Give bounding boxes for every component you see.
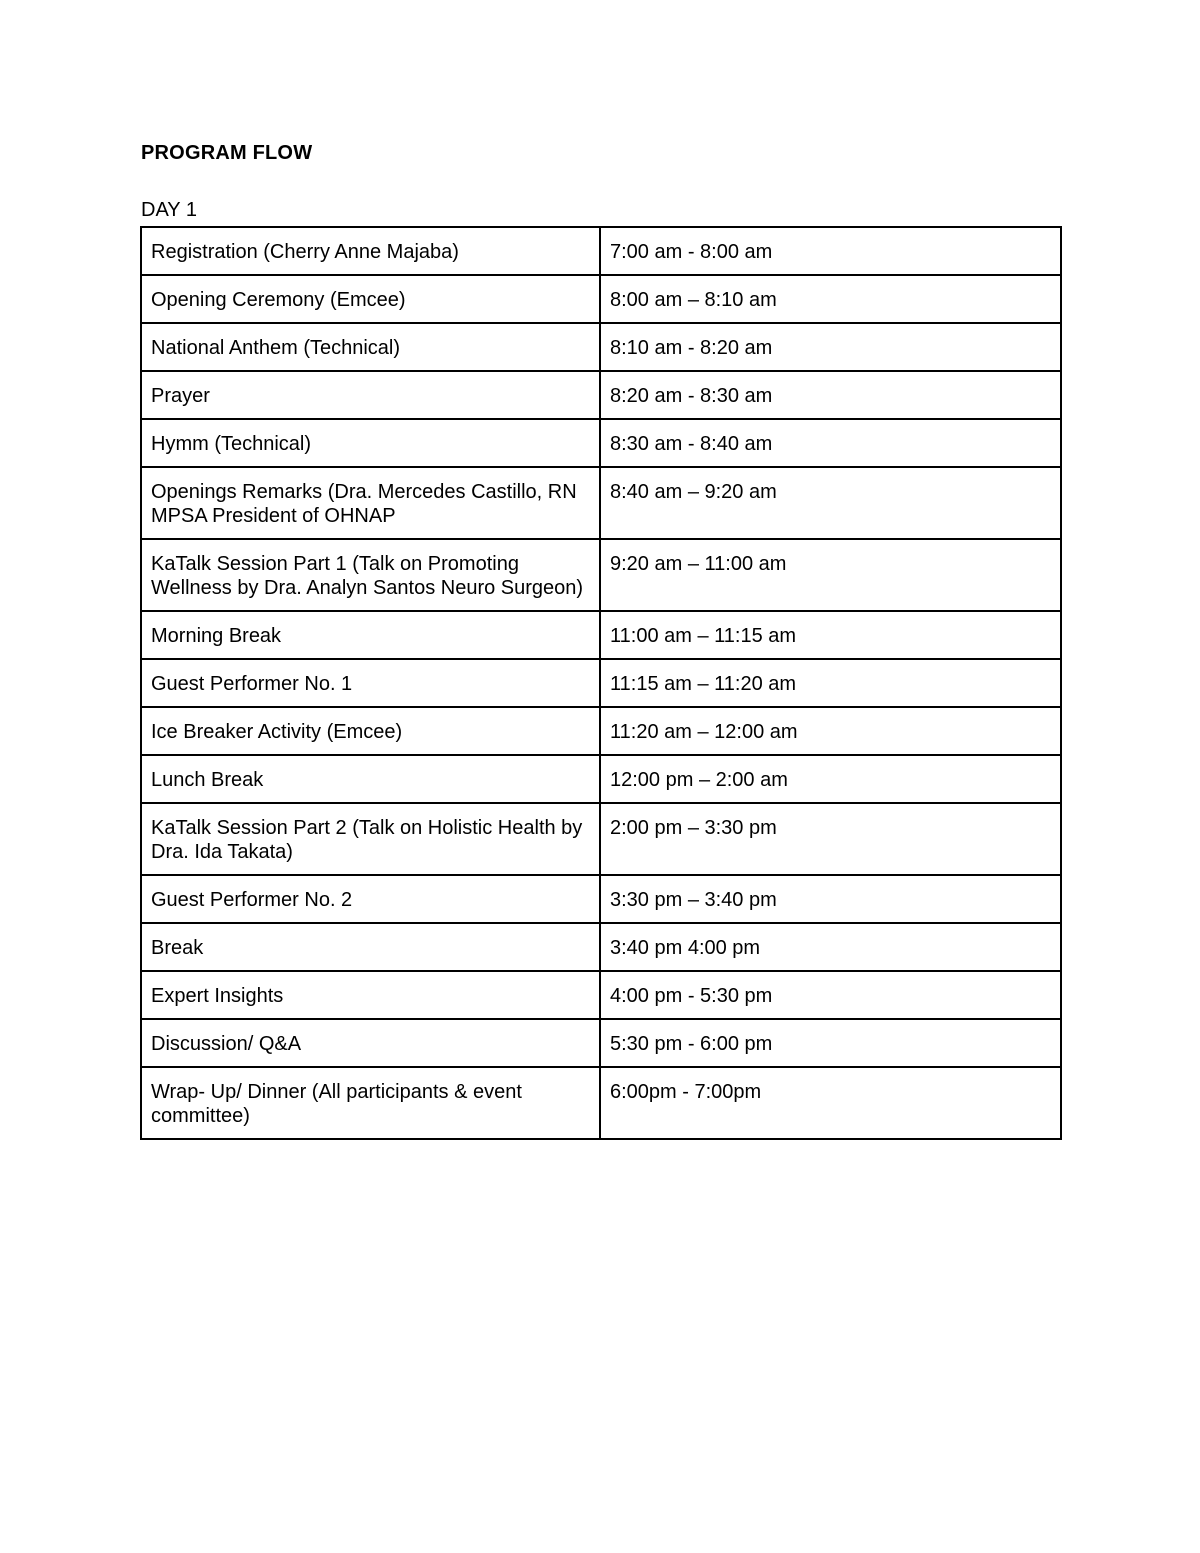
- time-cell: 9:20 am – 11:00 am: [600, 539, 1061, 611]
- activity-cell: Registration (Cherry Anne Majaba): [141, 227, 600, 275]
- activity-cell: Break: [141, 923, 600, 971]
- table-row: [141, 467, 1061, 539]
- time-cell: 8:10 am - 8:20 am: [600, 323, 1061, 371]
- time-cell: 3:30 pm – 3:40 pm: [600, 875, 1061, 923]
- table-row: [141, 755, 1061, 803]
- activity-cell: Hymm (Technical): [141, 419, 600, 467]
- time-cell: 11:20 am – 12:00 am: [600, 707, 1061, 755]
- table-row: [141, 707, 1061, 755]
- time-cell: 8:40 am – 9:20 am: [600, 467, 1061, 539]
- time-cell: 3:40 pm 4:00 pm: [600, 923, 1061, 971]
- table-row: [141, 419, 1061, 467]
- time-cell: 8:00 am – 8:10 am: [600, 275, 1061, 323]
- time-cell: 7:00 am - 8:00 am: [600, 227, 1061, 275]
- time-cell: 12:00 pm – 2:00 am: [600, 755, 1061, 803]
- activity-cell: Discussion/ Q&A: [141, 1019, 600, 1067]
- table-row: [141, 611, 1061, 659]
- activity-cell: National Anthem (Technical): [141, 323, 600, 371]
- table-row: [141, 227, 1061, 275]
- activity-cell: Guest Performer No. 2: [141, 875, 600, 923]
- time-cell: 8:30 am - 8:40 am: [600, 419, 1061, 467]
- activity-cell: Wrap- Up/ Dinner (All participants & event committee): [141, 1067, 600, 1139]
- table-row: [141, 923, 1061, 971]
- time-cell: 2:00 pm – 3:30 pm: [600, 803, 1061, 875]
- day-label: DAY 1: [141, 199, 197, 221]
- table-row: [141, 371, 1061, 419]
- table-row: [141, 875, 1061, 923]
- table-row: [141, 1019, 1061, 1067]
- page-title: PROGRAM FLOW: [141, 142, 313, 164]
- activity-cell: Opening Ceremony (Emcee): [141, 275, 600, 323]
- activity-cell: Guest Performer No. 1: [141, 659, 600, 707]
- time-cell: 5:30 pm - 6:00 pm: [600, 1019, 1061, 1067]
- activity-cell: Expert Insights: [141, 971, 600, 1019]
- table-row: [141, 275, 1061, 323]
- time-cell: 11:15 am – 11:20 am: [600, 659, 1061, 707]
- time-cell: 11:00 am – 11:15 am: [600, 611, 1061, 659]
- activity-cell: KaTalk Session Part 1 (Talk on Promoting Wellness by Dra. Analyn Santos Neuro Surgeon): [141, 539, 600, 611]
- table-row: [141, 659, 1061, 707]
- activity-cell: Morning Break: [141, 611, 600, 659]
- table-row: [141, 803, 1061, 875]
- time-cell: 6:00pm - 7:00pm: [600, 1067, 1061, 1139]
- program-table: [140, 226, 1062, 1140]
- activity-cell: Lunch Break: [141, 755, 600, 803]
- table-row: [141, 1067, 1061, 1139]
- time-cell: 4:00 pm - 5:30 pm: [600, 971, 1061, 1019]
- time-cell: 8:20 am - 8:30 am: [600, 371, 1061, 419]
- table-row: [141, 323, 1061, 371]
- table-row: [141, 971, 1061, 1019]
- activity-cell: Prayer: [141, 371, 600, 419]
- table-row: [141, 539, 1061, 611]
- activity-cell: Ice Breaker Activity (Emcee): [141, 707, 600, 755]
- activity-cell: Openings Remarks (Dra. Mercedes Castillo, RN MPSA President of OHNAP: [141, 467, 600, 539]
- activity-cell: KaTalk Session Part 2 (Talk on Holistic Health by Dra. Ida Takata): [141, 803, 600, 875]
